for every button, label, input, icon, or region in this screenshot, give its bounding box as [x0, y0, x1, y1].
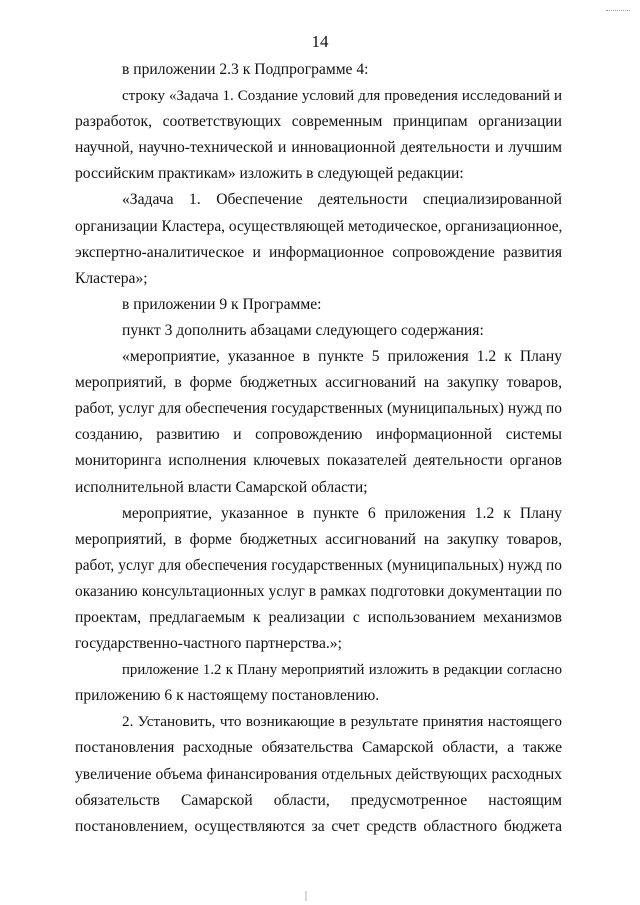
text-line: Кластера»;	[75, 269, 148, 287]
text-line: мероприятий, в форме бюджетных ассигнований на закупку товаров,	[75, 374, 562, 392]
scan-corner-mark	[606, 10, 630, 12]
text-line: приложение 1.2 к Плану мероприятий изложить в редакции согласно	[122, 662, 562, 679]
text-line: работ, услуг для обеспечения государственных (муниципальных) нужд по	[75, 556, 562, 574]
text-line: строку «Задача 1. Создание условий для проведения исследований и	[122, 88, 562, 105]
text-line: приложению 6 к настоящему постановлению.	[75, 687, 380, 705]
text-line: «Задача 1. Обеспечение деятельности специализированной	[122, 191, 562, 209]
text-line: исполнительной власти Самарской области;	[75, 478, 368, 496]
text-line: работ, услуг для обеспечения государственных (муниципальных) нужд по	[75, 400, 562, 418]
text-line: созданию, развитию и сопровождению информационной системы	[75, 426, 562, 444]
text-line: увеличение объема финансирования отдельных действующих расходных	[75, 765, 562, 783]
text-line: мониторинга исполнения ключевых показателей деятельности органов	[75, 452, 562, 470]
text-line: российским практикам» изложить в следующей редакции:	[75, 165, 464, 183]
document-body	[75, 57, 562, 840]
text-line: государственно-частного партнерства.»;	[75, 635, 342, 653]
text-line: оказанию консультационных услуг в рамках подготовки документации по	[75, 582, 562, 600]
text-line: мероприятие, указанное в пункте 6 приложения 1.2 к Плану	[122, 504, 562, 522]
text-line: организации Кластера, осуществляющей методическое, организационное,	[75, 217, 563, 235]
text-line: постановлением, осуществляются за счет средств областного бюджета	[75, 817, 562, 835]
scan-bottom-mark	[305, 891, 307, 901]
text-line: постановления расходные обязательства Самарской области, а также	[75, 739, 562, 757]
page-number: 14	[311, 32, 329, 51]
text-line: мероприятий, в форме бюджетных ассигнований на закупку товаров,	[75, 530, 562, 548]
text-line: в приложении 9 к Программе:	[122, 295, 322, 313]
text-line: научной, научно-технической и инновационной деятельности и лучшим	[75, 139, 562, 157]
text-line: пункт 3 дополнить абзацами следующего содержания:	[122, 321, 484, 339]
text-line: 2. Установить, что возникающие в результате принятия настоящего	[122, 713, 562, 731]
text-line: разработок, соответствующих современным принципам организации	[75, 113, 562, 131]
text-line: обязательств Самарской области, предусмотренное настоящим	[75, 791, 562, 809]
text-line: экспертно-аналитическое и информационное сопровождение развития	[75, 243, 562, 261]
text-line: «мероприятие, указанное в пункте 5 приложения 1.2 к Плану	[122, 348, 562, 366]
text-line: проектам, предлагаемым к реализации с использованием механизмов	[75, 608, 562, 626]
text-line: в приложении 2.3 к Подпрограмме 4:	[122, 61, 369, 78]
